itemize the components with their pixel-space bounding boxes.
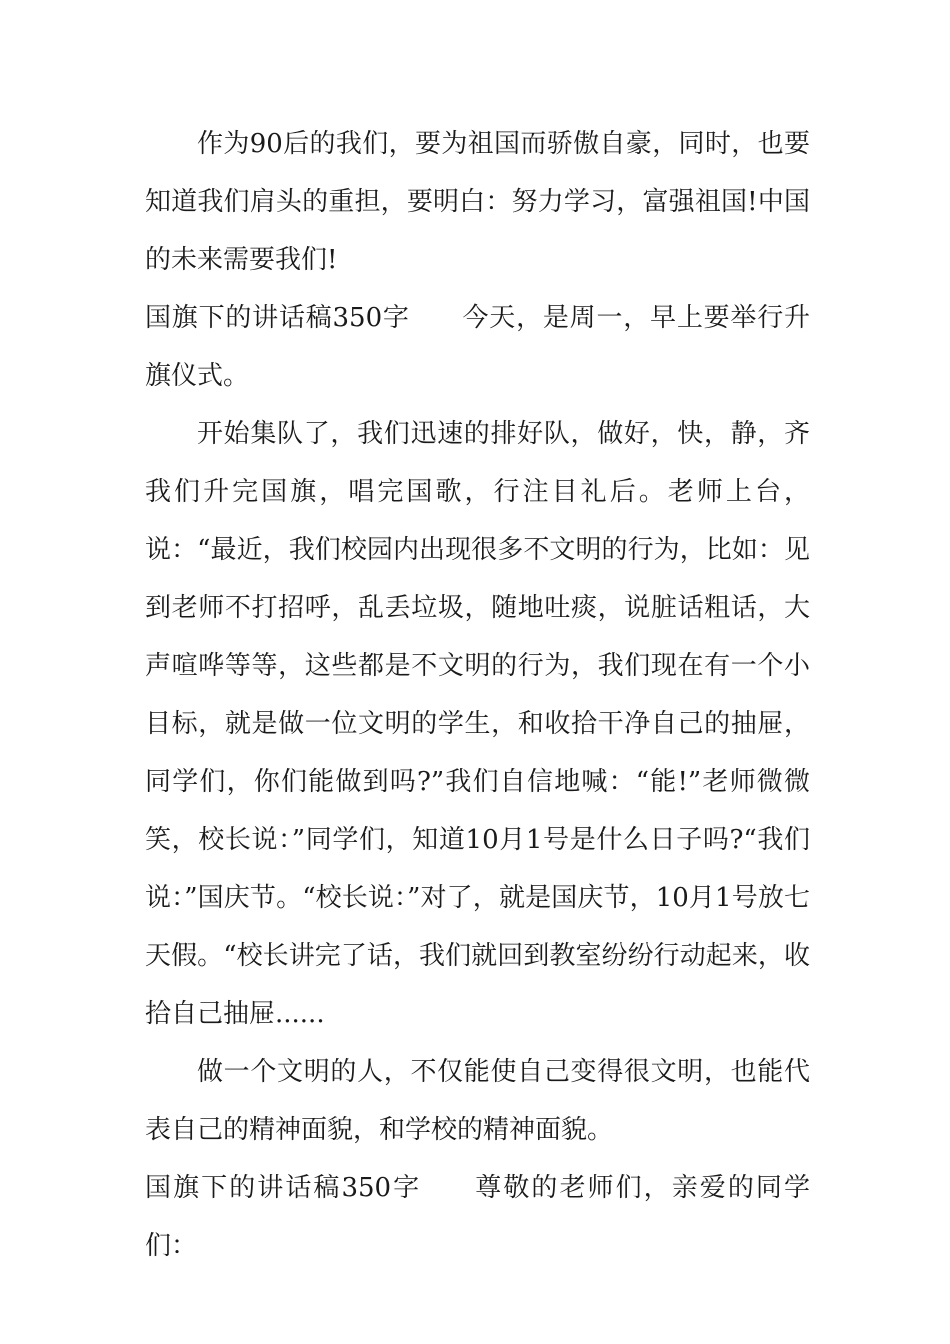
paragraph-conclusion: 做一个文明的人，不仅能使自己变得很文明，也能代表自己的精神面貌，和学校的精神面貌。: [145, 1057, 810, 1145]
speech-title-1: 国旗下的讲话稿350字: [145, 303, 410, 333]
speech-opening-1: 今天，是周一，早上要举行升旗仪式。: [145, 303, 810, 391]
paragraph-assembly: 开始集队了，我们迅速的排好队，做好，快，静，齐我们升完国旗，唱完国歌，行注目礼后。老师上台，说：“最近，我们校园内出现很多不文明的行为，比如：见到老师不打招呼，乱丢垃圾，随地吐痰，说脏话粗话，大声喧哗等等，这些都是不文明的行为，我们现在有一个小目标，就是做一位文明的学生，和收拾干净自己的抽屉，同学们，你们能做到吗?”我们自信地喊：“能!”老师微微笑，校长说：”同学们，知道10月1号是什么日子吗?“我们说：”国庆节。“校长说：”对了，就是国庆节，10月1号放七天假。“校长讲完了话，我们就回到教室纷纷行动起来，收拾自己抽屉......: [145, 419, 810, 1029]
speech-heading-2: [145, 1159, 810, 1275]
document-body: [145, 115, 810, 1275]
speech-title-2: 国旗下的讲话稿350字: [145, 1173, 422, 1203]
speech-opening-2: 尊敬的老师们，亲爱的同学们：: [145, 1173, 810, 1261]
speech-heading-1: [145, 289, 810, 405]
paragraph-intro: 作为90后的我们，要为祖国而骄傲自豪，同时，也要知道我们肩头的重担，要明白：努力学习，富强祖国!中国的未来需要我们!: [145, 129, 810, 275]
